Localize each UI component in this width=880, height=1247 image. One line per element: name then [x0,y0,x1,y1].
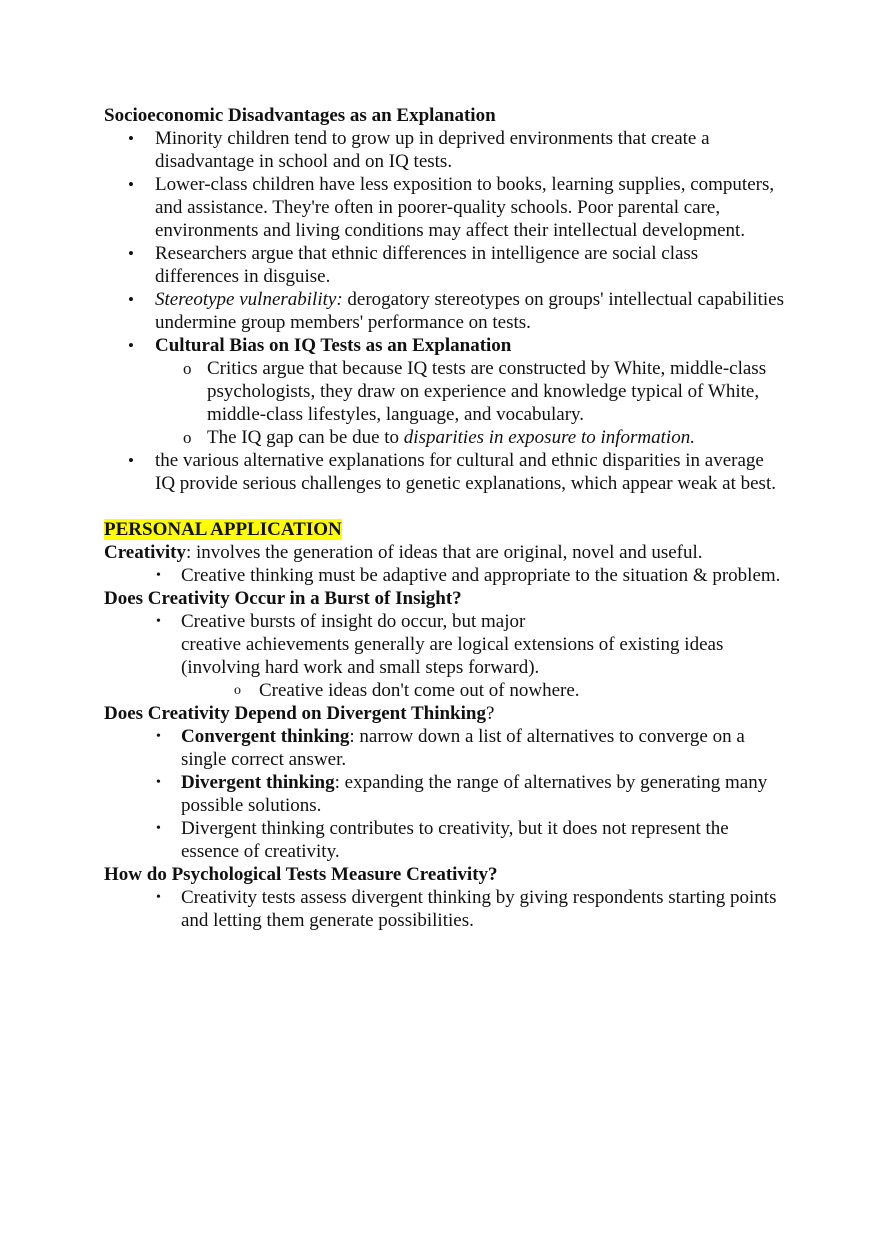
bullet-icon: • [156,729,161,744]
definition-text: : expanding the range of alternatives by generating many possible solutions. [181,772,768,816]
list-item [104,334,784,357]
heading-burst-of-insight: Does Creativity Occur in a Burst of Insight? [104,588,462,609]
bullet-icon: • [128,336,134,355]
list-item [104,610,784,679]
list-item [104,817,784,863]
bullet-icon: • [128,290,134,309]
bullet-icon: • [128,244,134,263]
document-page [104,104,784,932]
sub-list-item [104,679,784,702]
bullet-icon: • [128,129,134,148]
personal-application-label: PERSONAL APPLICATION [104,519,342,540]
creativity-definition [104,541,784,564]
list-item-text: Minority children tend to grow up in deprived environments that create a disadvantage in school and on IQ tests. [155,128,710,172]
bullet-icon: • [128,175,134,194]
heading-tests-measure-creativity: How do Psychological Tests Measure Creativity? [104,864,498,885]
bullet-icon: • [156,890,161,905]
heading-divergent-thinking-row [104,702,784,725]
list-item-text: Creativity tests assess divergent thinking by giving respondents starting points and letting them generate possibilities. [181,887,777,931]
definition-text: : involves the generation of ideas that are original, novel and useful. [185,542,703,563]
list-item [104,771,784,817]
term-creativity: Creativity [104,542,186,563]
section-heading-socioeconomic: Socioeconomic Disadvantages as an Explanation [104,105,496,126]
list-item [104,242,784,288]
list-item-text: creative achievements generally are logical extensions of existing ideas (involving hard work and small steps forward). [181,634,724,678]
circle-bullet-icon: o [234,683,241,698]
list-item [104,127,784,173]
list-item-text: Divergent thinking contributes to creativity, but it does not represent the essence of creativity. [181,818,729,862]
bullet-icon: • [156,614,161,629]
term-convergent-thinking: Convergent thinking [181,726,350,747]
bullet-icon: • [156,821,161,836]
list-item [104,173,784,242]
bullet-icon: • [156,775,161,790]
sub-list-item [104,426,784,449]
list-item-text: Researchers argue that ethnic differences in intelligence are social class differences in disguise. [155,243,699,287]
spacer [104,495,784,518]
sub-list-item [104,357,784,426]
bullet-icon: • [156,568,161,583]
list-item-text: The IQ gap can be due to [207,427,404,448]
subheading-cultural-bias: Cultural Bias on IQ Tests as an Explanation [155,335,512,356]
term-divergent-thinking: Divergent thinking [181,772,335,793]
question-mark: ? [485,703,495,724]
list-item-text: Lower-class children have less exposition to books, learning supplies, computers, and assistance. They're often in poorer-quality schools. Poor parental care, environments and living conditions may affect their intellectual development. [155,174,775,241]
list-item [104,449,784,495]
list-item-text: derogatory stereotypes on groups' intellectual capabilities undermine group members' performance on tests. [155,289,784,333]
term-stereotype-vulnerability: Stereotype vulnerability: [155,289,343,310]
personal-application-label-row [104,518,784,541]
list-item-text: Critics argue that because IQ tests are constructed by White, middle-class psychologists, they draw on experience and knowledge typical of White, middle-class lifestyles, language, and vocabulary. [207,358,767,425]
list-item [104,564,784,587]
circle-bullet-icon: o [183,428,192,447]
list-item [104,886,784,932]
list-item [104,725,784,771]
list-item-text: the various alternative explanations for cultural and ethnic disparities in average IQ provide serious challenges to genetic explanations, which appear weak at best. [155,450,776,494]
bullet-icon: • [128,451,134,470]
list-item-text: Creative bursts of insight do occur, but major [181,611,526,632]
list-item [104,288,784,334]
definition-text: : narrow down a list of alternatives to converge on a single correct answer. [181,726,745,770]
italic-phrase: disparities in exposure to information. [403,427,695,448]
list-item-text: Creative thinking must be adaptive and appropriate to the situation & problem. [181,565,781,586]
list-item-text: Creative ideas don't come out of nowhere. [259,680,580,701]
heading-divergent-thinking: Does Creativity Depend on Divergent Thinking [104,703,486,724]
circle-bullet-icon: o [183,359,192,378]
